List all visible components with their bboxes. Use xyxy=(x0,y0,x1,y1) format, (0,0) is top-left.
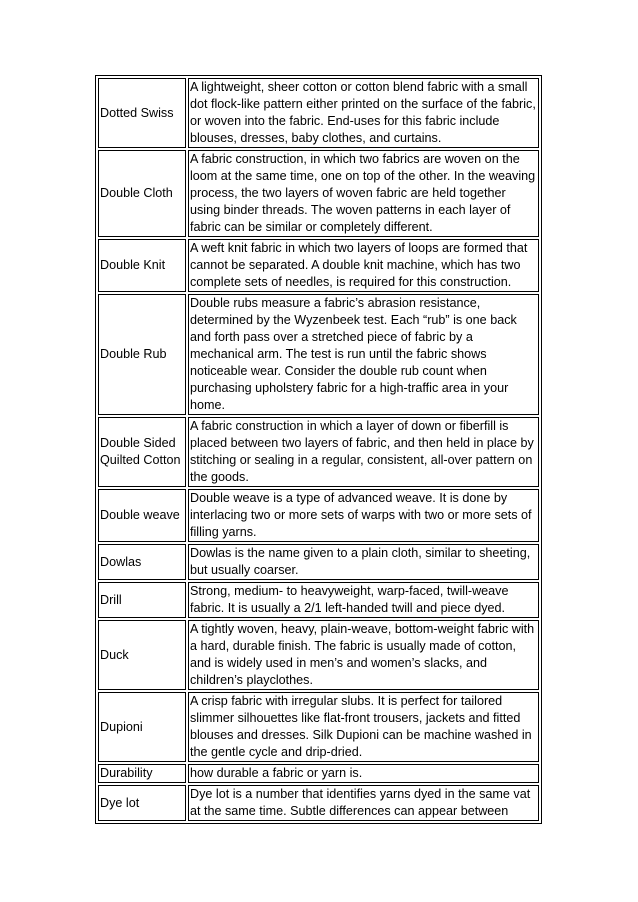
glossary-definition: Dye lot is a number that identifies yarns dyed in the same vat at the same time. Subtle differences can appear between xyxy=(188,785,539,821)
glossary-row xyxy=(98,785,539,821)
glossary-term: Double Cloth xyxy=(98,150,186,237)
glossary-row xyxy=(98,582,539,618)
glossary-row xyxy=(98,764,539,783)
glossary-body xyxy=(98,78,539,821)
glossary-definition: A tightly woven, heavy, plain-weave, bottom-weight fabric with a hard, durable finish. The fabric is usually made of cotton, and is widely used in men’s and women’s slacks, and children’s playclothes. xyxy=(188,620,539,690)
glossary-row xyxy=(98,417,539,487)
glossary-term: Double Rub xyxy=(98,294,186,415)
glossary-definition: Strong, medium- to heavyweight, warp-faced, twill-weave fabric. It is usually a 2/1 left-handed twill and piece dyed. xyxy=(188,582,539,618)
glossary-term: Double Knit xyxy=(98,239,186,292)
glossary-definition: Double rubs measure a fabric’s abrasion resistance, determined by the Wyzenbeek test. Each “rub” is one back and forth pass over a stretched piece of fabric by a mechanical arm. The test is run until the fabric shows noticeable wear. Consider the double rub count when purchasing upholstery fabric for a high-traffic area in your home. xyxy=(188,294,539,415)
glossary-definition: A weft knit fabric in which two layers of loops are formed that cannot be separated. A double knit machine, which has two complete sets of needles, is required for this construction. xyxy=(188,239,539,292)
glossary-row xyxy=(98,620,539,690)
glossary-definition: A fabric construction in which a layer of down or fiberfill is placed between two layers of fabric, and then held in place by stitching or sealing in a regular, consistent, all-over pattern on the goods. xyxy=(188,417,539,487)
glossary-row xyxy=(98,78,539,148)
glossary-table xyxy=(95,75,542,824)
glossary-definition: Dowlas is the name given to a plain cloth, similar to sheeting, but usually coarser. xyxy=(188,544,539,580)
glossary-term: Double weave xyxy=(98,489,186,542)
glossary-term: Dupioni xyxy=(98,692,186,762)
glossary-definition: how durable a fabric or yarn is. xyxy=(188,764,539,783)
glossary-term: Drill xyxy=(98,582,186,618)
glossary-term: Durability xyxy=(98,764,186,783)
glossary-term: Double Sided Quilted Cotton xyxy=(98,417,186,487)
glossary-row xyxy=(98,239,539,292)
glossary-term: Duck xyxy=(98,620,186,690)
glossary-row xyxy=(98,489,539,542)
glossary-row xyxy=(98,150,539,237)
glossary-definition: A crisp fabric with irregular slubs. It is perfect for tailored slimmer silhouettes like flat-front trousers, jackets and fitted blouses and dresses. Silk Dupioni can be machine washed in the gentle cycle and drip-dried. xyxy=(188,692,539,762)
glossary-term: Dye lot xyxy=(98,785,186,821)
glossary-definition: Double weave is a type of advanced weave. It is done by interlacing two or more sets of warps with two or more sets of filling yarns. xyxy=(188,489,539,542)
glossary-row xyxy=(98,692,539,762)
glossary-definition: A fabric construction, in which two fabrics are woven on the loom at the same time, one on top of the other. In the weaving process, the two layers of woven fabric are held together using binder threads. The woven patterns in each layer of fabric can be similar or completely different. xyxy=(188,150,539,237)
glossary-definition: A lightweight, sheer cotton or cotton blend fabric with a small dot flock-like pattern either printed on the surface of the fabric, or woven into the fabric. End-uses for this fabric include blouses, dresses, baby clothes, and curtains. xyxy=(188,78,539,148)
glossary-term: Dotted Swiss xyxy=(98,78,186,148)
glossary-term: Dowlas xyxy=(98,544,186,580)
glossary-row xyxy=(98,544,539,580)
glossary-row xyxy=(98,294,539,415)
